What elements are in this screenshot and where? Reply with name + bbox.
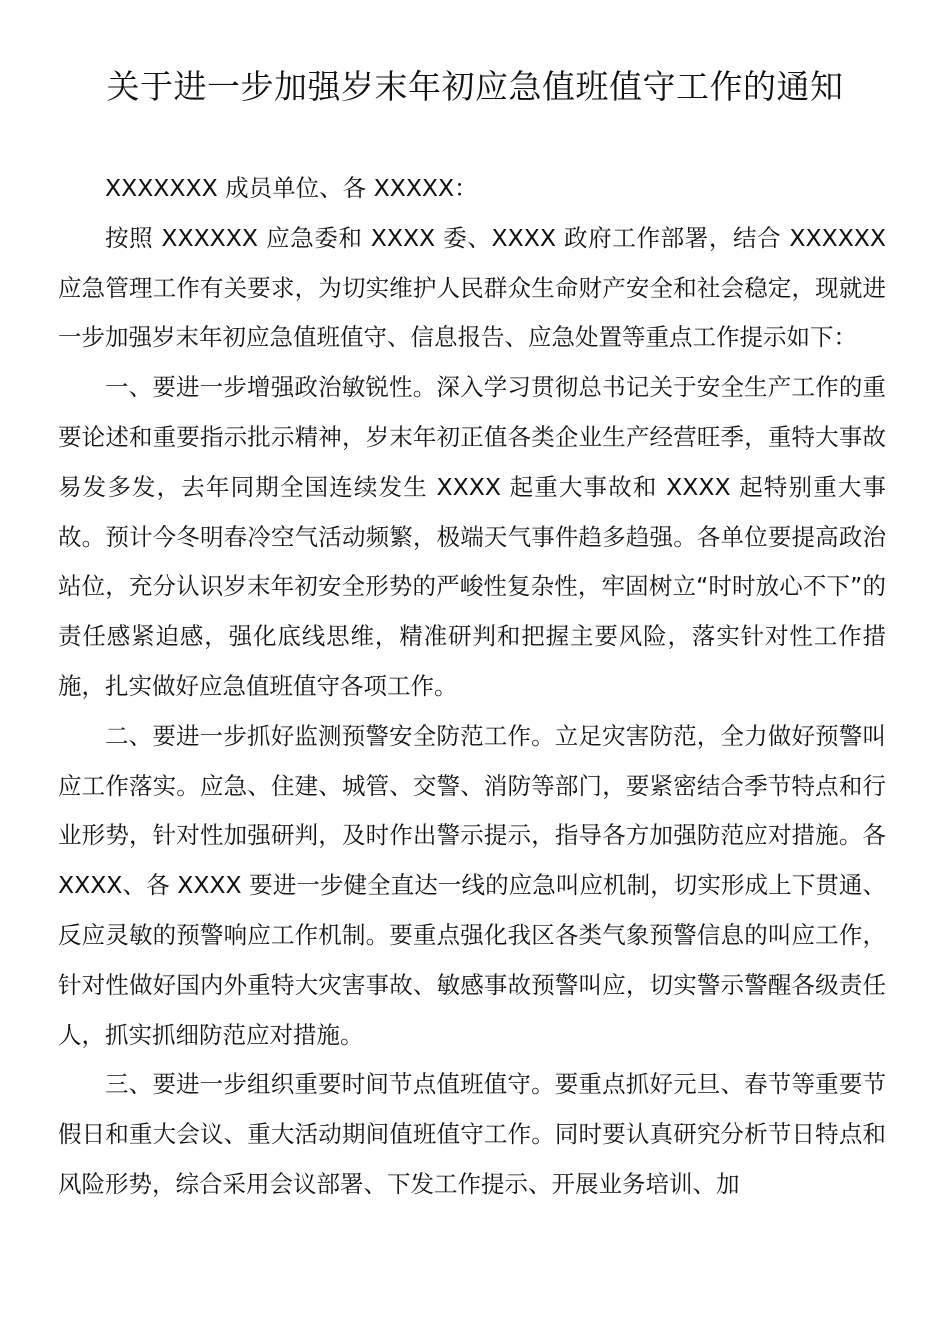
- document-body: [58, 164, 886, 1210]
- paragraph-section-1: 一、要进一步增强政治敏锐性。深入学习贯彻总书记关于安全生产工作的重要论述和重要指示批示精神，岁末年初正值各类企业生产经营旺季，重特大事故易发多发，去年同期全国连续发生 XXXX 起重大事故和 XXXX 起特别重大事故。预计今冬明春冷空气活动频繁，极端天气事件趋多趋强。各单位要提高政治站位，充分认识岁末年初安全形势的严峻性复杂性，牢固树立“时时放心不下”的责任感紧迫感，强化底线思维，精准研判和把握主要风险，落实针对性工作措施，扎实做好应急值班值守各项工作。: [58, 373, 886, 700]
- salutation: XXXXXXX 成员单位、各 XXXXX：: [105, 174, 478, 202]
- document-title: 关于进一步加强岁末年初应急值班值守工作的通知: [106, 67, 844, 106]
- paragraph-intro: 按照 XXXXXX 应急委和 XXXX 委、XXXX 政府工作部署，结合 XXXXXX 应急管理工作有关要求，为切实维护人民群众生命财产安全和社会稳定，现就进一步加强岁末年初应急值班值守、信息报告、应急处置等重点工作提示如下：: [58, 223, 886, 352]
- paragraph-section-3: 三、要进一步组织重要时间节点值班值守。要重点抓好元旦、春节等重要节假日和重大会议、重大活动期间值班值守工作。同时要认真研究分析节日特点和风险形势，综合采用会议部署、下发工作提示、开展业务培训、加: [58, 1070, 886, 1198]
- paragraph-section-2: 二、要进一步抓好监测预警安全防范工作。立足灾害防范，全力做好预警叫应工作落实。应急、住建、城管、交警、消防等部门，要紧密结合季节特点和行业形势，针对性加强研判，及时作出警示提示，指导各方加强防范应对措施。各 XXXX、各 XXXX 要进一步健全直达一线的应急叫应机制，切实形成上下贯通、反应灵敏的预警响应工作机制。要重点强化我区各类气象预警信息的叫应工作，针对性做好国内外重特大灾害事故、敏感事故预警叫应，切实警示警醒各级责任人，抓实抓细防范应对措施。: [58, 721, 886, 1049]
